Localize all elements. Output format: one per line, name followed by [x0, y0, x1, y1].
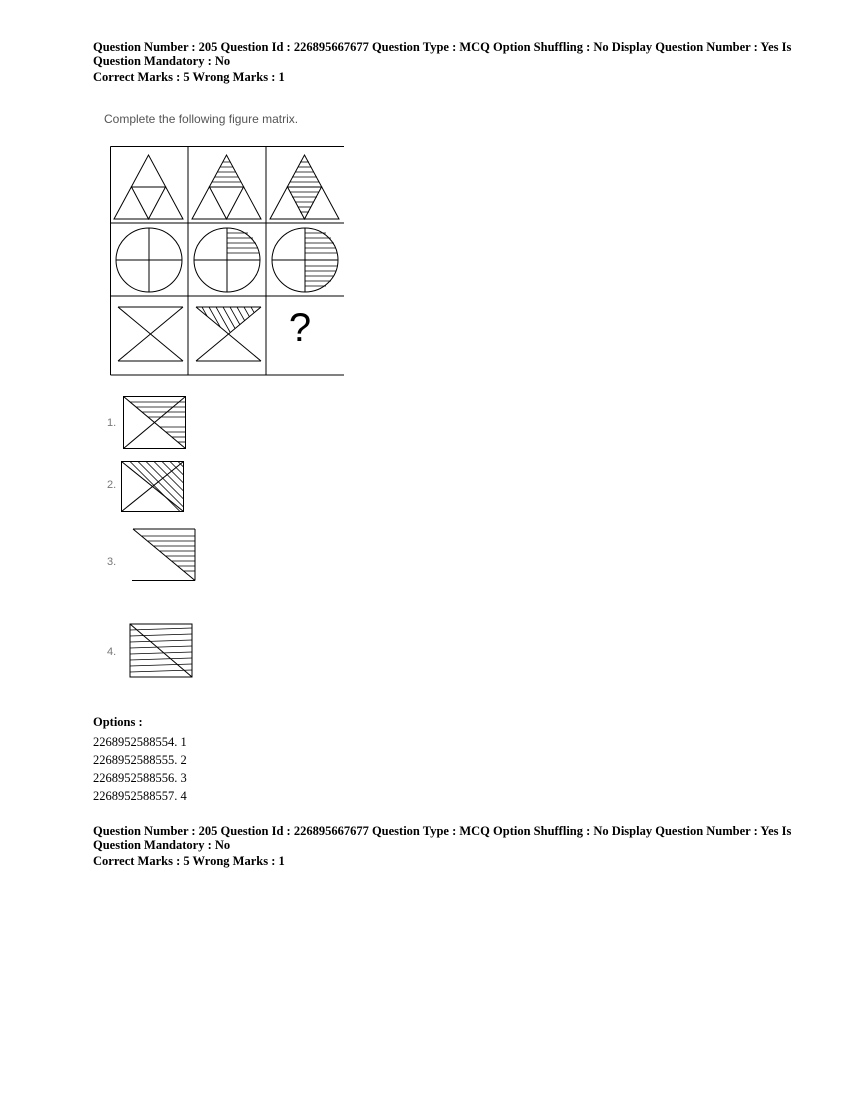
next-header-line-3: Correct Marks : 5 Wrong Marks : 1	[93, 854, 285, 868]
triangle-figure-1	[114, 155, 183, 219]
circle-figure-2	[194, 228, 260, 292]
next-header-line-2: Question Mandatory : No	[93, 838, 231, 852]
circle-figure-3	[272, 228, 338, 292]
option-item-4[interactable]: 2268952588557. 4	[93, 789, 187, 803]
figure-option-1[interactable]	[122, 395, 188, 451]
next-question-header	[93, 824, 793, 868]
figure-option-4[interactable]	[128, 622, 196, 680]
figure-option-label-3: 3.	[107, 556, 117, 568]
hourglass-figure-1	[118, 307, 183, 361]
triangle-figure-2	[190, 155, 265, 219]
header-line-1: Question Number : 205 Question Id : 226895667677 Question Type : MCQ Option Shuffling : No Display Question Number : Yes Is	[93, 40, 792, 54]
header-line-3: Correct Marks : 5 Wrong Marks : 1	[93, 70, 285, 84]
header-line-2: Question Mandatory : No	[93, 54, 231, 68]
question-instruction: Complete the following figure matrix.	[104, 112, 299, 126]
option-item-1[interactable]: 2268952588554. 1	[93, 735, 187, 749]
figure-option-2[interactable]	[120, 460, 186, 514]
hourglass-figure-2	[196, 307, 265, 361]
triangle-figure-3	[270, 155, 339, 219]
figure-option-label-2: 2.	[107, 479, 117, 491]
question-header	[93, 40, 793, 84]
figure-matrix	[110, 146, 346, 378]
circle-figure-1	[116, 228, 182, 292]
options-title: Options :	[93, 715, 143, 729]
figure-option-3[interactable]	[130, 527, 198, 583]
option-item-2[interactable]: 2268952588555. 2	[93, 753, 187, 767]
option-item-3[interactable]: 2268952588556. 3	[93, 771, 187, 785]
missing-figure-question-mark: ?	[288, 306, 312, 350]
figure-option-label-4: 4.	[107, 646, 117, 658]
options-list	[93, 733, 187, 805]
figure-option-label-1: 1.	[107, 417, 117, 429]
next-header-line-1: Question Number : 205 Question Id : 226895667677 Question Type : MCQ Option Shuffling : No Display Question Number : Yes Is	[93, 824, 792, 838]
